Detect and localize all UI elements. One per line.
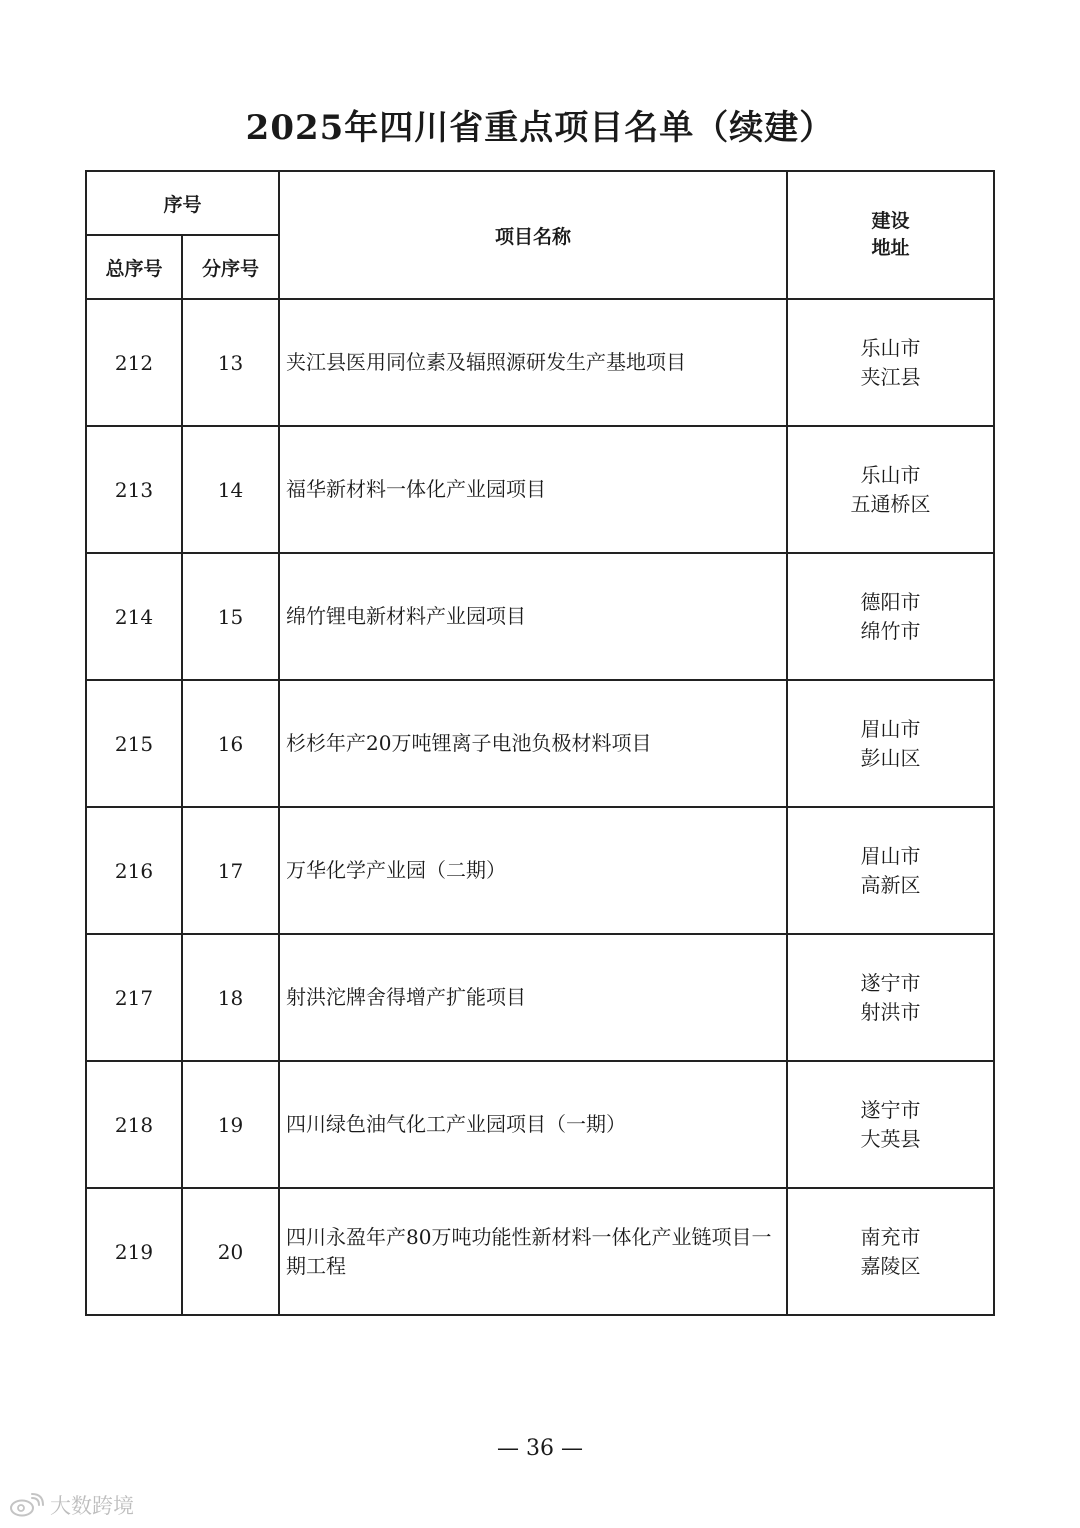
cell-location bbox=[787, 299, 994, 426]
location-district: 嘉陵区 bbox=[860, 1253, 921, 1278]
table-header-row bbox=[86, 171, 994, 235]
location-district: 绵竹市 bbox=[860, 618, 921, 643]
header-location bbox=[787, 171, 994, 299]
location-district: 五通桥区 bbox=[850, 491, 931, 516]
cell-location bbox=[787, 553, 994, 680]
cell-total-seq: 212 bbox=[86, 299, 182, 426]
cell-project-name: 杉杉年产20万吨锂离子电池负极材料项目 bbox=[279, 680, 787, 807]
cell-location bbox=[787, 426, 994, 553]
cell-location bbox=[787, 680, 994, 807]
header-location-line2: 地址 bbox=[871, 237, 910, 259]
cell-sub-seq: 14 bbox=[182, 426, 279, 553]
project-table bbox=[85, 170, 995, 1316]
document-title: 2025年四川省重点项目名单（续建） bbox=[245, 108, 835, 148]
page-number: — 36 — bbox=[497, 1436, 583, 1461]
watermark-text: 大数跨境 bbox=[50, 1494, 134, 1518]
header-total-seq: 总序号 bbox=[86, 235, 182, 299]
weibo-logo-icon bbox=[8, 1493, 44, 1517]
table-row bbox=[86, 934, 994, 1061]
cell-location bbox=[787, 807, 994, 934]
table-row bbox=[86, 299, 994, 426]
cell-sub-seq: 19 bbox=[182, 1061, 279, 1188]
cell-total-seq: 213 bbox=[86, 426, 182, 553]
header-location-line1: 建设 bbox=[871, 210, 910, 232]
location-district: 夹江县 bbox=[860, 364, 921, 389]
location-district: 大英县 bbox=[860, 1126, 921, 1151]
header-sequence-group: 序号 bbox=[86, 171, 279, 235]
table-row bbox=[86, 1061, 994, 1188]
location-district: 彭山区 bbox=[860, 745, 921, 770]
cell-sub-seq: 16 bbox=[182, 680, 279, 807]
table-row bbox=[86, 1188, 994, 1315]
table-row bbox=[86, 426, 994, 553]
cell-project-name: 四川绿色油气化工产业园项目（一期） bbox=[279, 1061, 787, 1188]
location-city: 眉山市 bbox=[860, 843, 921, 868]
cell-sub-seq: 15 bbox=[182, 553, 279, 680]
cell-location bbox=[787, 1061, 994, 1188]
location-city: 德阳市 bbox=[860, 589, 921, 614]
cell-location bbox=[787, 934, 994, 1061]
cell-total-seq: 218 bbox=[86, 1061, 182, 1188]
cell-project-name: 四川永盈年产80万吨功能性新材料一体化产业链项目一期工程 bbox=[279, 1188, 787, 1315]
watermark bbox=[8, 1490, 134, 1520]
cell-sub-seq: 13 bbox=[182, 299, 279, 426]
cell-sub-seq: 17 bbox=[182, 807, 279, 934]
cell-project-name: 绵竹锂电新材料产业园项目 bbox=[279, 553, 787, 680]
location-city: 遂宁市 bbox=[860, 970, 921, 995]
location-district: 射洪市 bbox=[860, 999, 921, 1024]
cell-project-name: 福华新材料一体化产业园项目 bbox=[279, 426, 787, 553]
cell-project-name: 万华化学产业园（二期） bbox=[279, 807, 787, 934]
location-city: 遂宁市 bbox=[860, 1097, 921, 1122]
cell-total-seq: 214 bbox=[86, 553, 182, 680]
cell-sub-seq: 18 bbox=[182, 934, 279, 1061]
location-city: 乐山市 bbox=[860, 335, 921, 360]
header-project-name: 项目名称 bbox=[279, 171, 787, 299]
table-row bbox=[86, 807, 994, 934]
cell-total-seq: 215 bbox=[86, 680, 182, 807]
location-city: 南充市 bbox=[860, 1224, 921, 1249]
cell-sub-seq: 20 bbox=[182, 1188, 279, 1315]
cell-project-name: 夹江县医用同位素及辐照源研发生产基地项目 bbox=[279, 299, 787, 426]
table-row bbox=[86, 680, 994, 807]
table-row bbox=[86, 553, 994, 680]
location-city: 乐山市 bbox=[860, 462, 921, 487]
cell-total-seq: 219 bbox=[86, 1188, 182, 1315]
cell-location bbox=[787, 1188, 994, 1315]
location-district: 高新区 bbox=[860, 872, 921, 897]
header-sub-seq: 分序号 bbox=[182, 235, 279, 299]
cell-total-seq: 217 bbox=[86, 934, 182, 1061]
cell-total-seq: 216 bbox=[86, 807, 182, 934]
location-city: 眉山市 bbox=[860, 716, 921, 741]
cell-project-name: 射洪沱牌舍得增产扩能项目 bbox=[279, 934, 787, 1061]
